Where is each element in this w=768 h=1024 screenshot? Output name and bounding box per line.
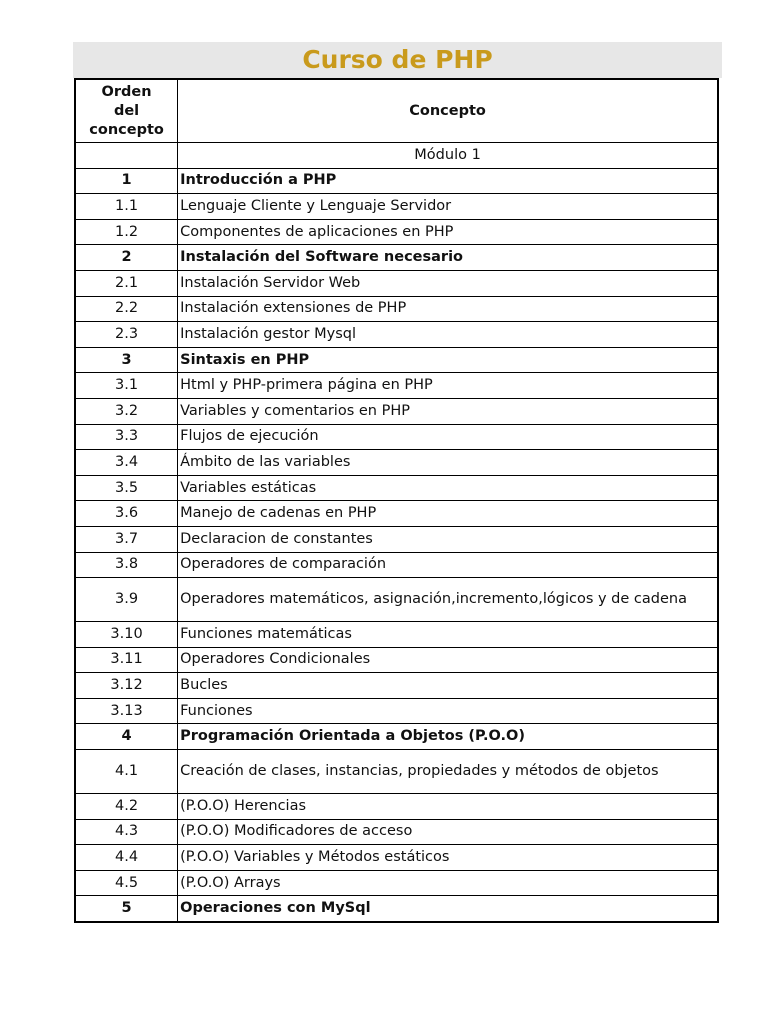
row-order-cell: 1	[75, 168, 178, 194]
table-row	[75, 296, 718, 322]
table-row	[75, 870, 718, 896]
row-concept-cell: Módulo 1	[178, 143, 718, 169]
table-row	[75, 724, 718, 750]
row-concept-cell: Funciones	[178, 698, 718, 724]
row-order-cell: 4.4	[75, 845, 178, 871]
row-concept-cell: Funciones matemáticas	[178, 622, 718, 648]
row-concept-cell: Lenguaje Cliente y Lenguaje Servidor	[178, 194, 718, 220]
table-row	[75, 526, 718, 552]
row-order-cell: 3	[75, 347, 178, 373]
row-order-cell: 3.6	[75, 501, 178, 527]
row-order-cell: 3.9	[75, 578, 178, 622]
column-header-order	[75, 79, 178, 143]
row-order-cell: 4	[75, 724, 178, 750]
table-row	[75, 578, 718, 622]
row-order-cell: 2.3	[75, 322, 178, 348]
table-row	[75, 673, 718, 699]
row-concept-cell: Sintaxis en PHP	[178, 347, 718, 373]
row-concept-cell: Operadores Condicionales	[178, 647, 718, 673]
table-row	[75, 194, 718, 220]
table-row	[75, 845, 718, 871]
row-order-cell: 3.3	[75, 424, 178, 450]
table-row	[75, 143, 718, 169]
row-concept-cell: Instalación del Software necesario	[178, 245, 718, 271]
page-title: Curso de PHP	[302, 45, 493, 74]
row-order-cell: 3.4	[75, 450, 178, 476]
table-row	[75, 270, 718, 296]
table-row	[75, 819, 718, 845]
row-concept-cell: Variables y comentarios en PHP	[178, 398, 718, 424]
row-order-cell: 2.1	[75, 270, 178, 296]
row-order-cell: 5	[75, 896, 178, 922]
row-order-cell: 3.13	[75, 698, 178, 724]
row-concept-cell: Bucles	[178, 673, 718, 699]
row-concept-cell: (P.O.O) Variables y Métodos estáticos	[178, 845, 718, 871]
row-order-cell: 3.2	[75, 398, 178, 424]
row-concept-cell: Operadores matemáticos, asignación,incremento,lógicos y de cadena	[178, 578, 718, 622]
column-header-order-line2: del	[113, 102, 140, 119]
table-row	[75, 450, 718, 476]
row-order-cell: 3.8	[75, 552, 178, 578]
row-order-cell: 1.1	[75, 194, 178, 220]
row-concept-cell: Introducción a PHP	[178, 168, 718, 194]
row-concept-cell: Declaracion de constantes	[178, 526, 718, 552]
table-row	[75, 168, 718, 194]
row-order-cell: 4.1	[75, 750, 178, 794]
row-concept-cell: Instalación Servidor Web	[178, 270, 718, 296]
course-table	[74, 78, 719, 923]
row-order-cell: 3.7	[75, 526, 178, 552]
row-concept-cell: Manejo de cadenas en PHP	[178, 501, 718, 527]
column-header-concept: Concepto	[178, 79, 718, 143]
row-order-cell: 4.3	[75, 819, 178, 845]
table-row	[75, 698, 718, 724]
table-row	[75, 322, 718, 348]
row-order-cell: 4.5	[75, 870, 178, 896]
row-concept-cell: Ámbito de las variables	[178, 450, 718, 476]
table-row	[75, 475, 718, 501]
column-header-order-line3: concepto	[89, 121, 164, 138]
row-concept-cell: Programación Orientada a Objetos (P.O.O)	[178, 724, 718, 750]
table-row	[75, 424, 718, 450]
table-row	[75, 552, 718, 578]
row-concept-cell: Instalación extensiones de PHP	[178, 296, 718, 322]
row-concept-cell: Instalación gestor Mysql	[178, 322, 718, 348]
table-row	[75, 501, 718, 527]
column-header-order-line1: Orden	[101, 83, 152, 100]
table-header-row	[75, 79, 718, 143]
row-order-cell: 3.5	[75, 475, 178, 501]
table-row	[75, 373, 718, 399]
row-concept-cell: Variables estáticas	[178, 475, 718, 501]
row-concept-cell: Operadores de comparación	[178, 552, 718, 578]
row-concept-cell: Operaciones con MySql	[178, 896, 718, 922]
table-row	[75, 245, 718, 271]
table-row	[75, 622, 718, 648]
row-order-cell: 3.12	[75, 673, 178, 699]
row-order-cell: 3.11	[75, 647, 178, 673]
row-concept-cell: Flujos de ejecución	[178, 424, 718, 450]
row-concept-cell: (P.O.O) Arrays	[178, 870, 718, 896]
row-concept-cell: Html y PHP-primera página en PHP	[178, 373, 718, 399]
row-concept-cell: (P.O.O) Herencias	[178, 794, 718, 820]
row-order-cell: 2	[75, 245, 178, 271]
table-row	[75, 794, 718, 820]
row-order-cell: 3.10	[75, 622, 178, 648]
row-concept-cell: Componentes de aplicaciones en PHP	[178, 219, 718, 245]
row-order-cell: 3.1	[75, 373, 178, 399]
table-row	[75, 398, 718, 424]
table-body	[75, 143, 718, 923]
row-order-cell	[75, 143, 178, 169]
row-order-cell: 1.2	[75, 219, 178, 245]
row-order-cell: 2.2	[75, 296, 178, 322]
title-bar	[73, 42, 722, 78]
table-row	[75, 647, 718, 673]
table-row	[75, 347, 718, 373]
table-row	[75, 219, 718, 245]
course-sheet	[73, 42, 722, 923]
row-concept-cell: Creación de clases, instancias, propiedades y métodos de objetos	[178, 750, 718, 794]
table-row	[75, 896, 718, 922]
row-order-cell: 4.2	[75, 794, 178, 820]
table-row	[75, 750, 718, 794]
row-concept-cell: (P.O.O) Modificadores de acceso	[178, 819, 718, 845]
